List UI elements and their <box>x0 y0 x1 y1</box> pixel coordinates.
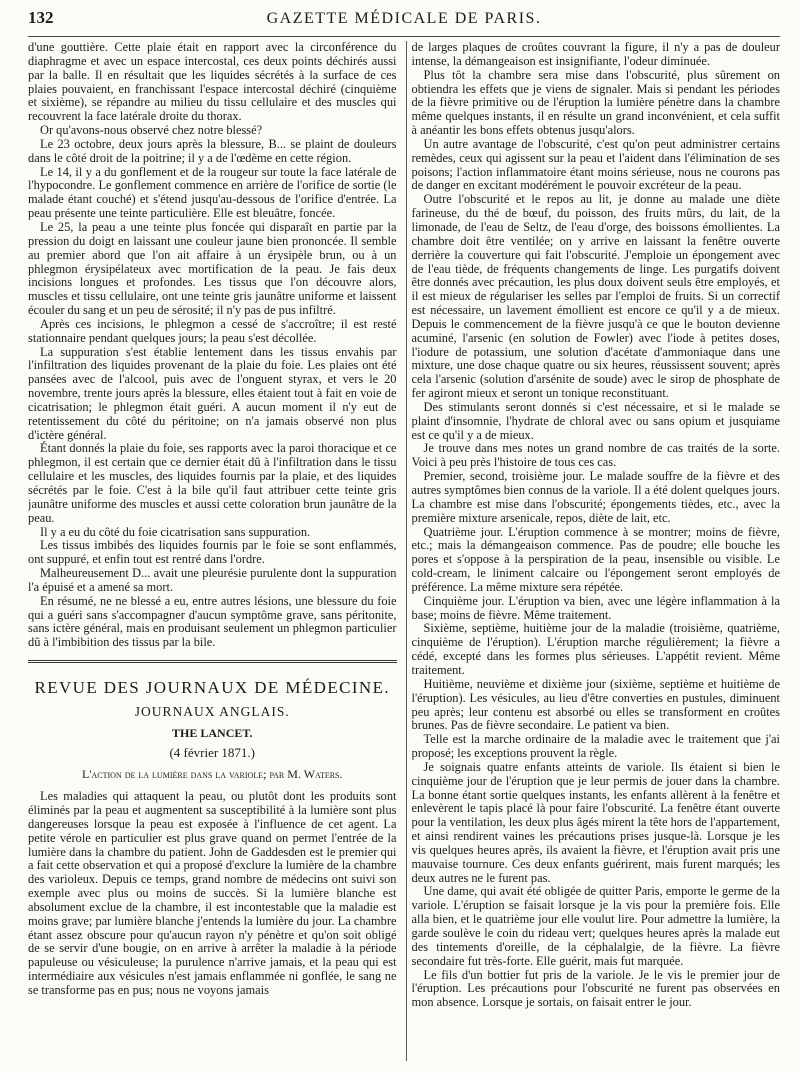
paragraph: Malheureusement D... avait une pleurésie purulente dont la suppuration l'a épuisé et a amené sa mort. <box>28 566 397 594</box>
paragraph: Les tissus imbibés des liquides fournis par le foie se sont enflammés, ont suppuré, et enfin tout est rentré dans l'ordre. <box>28 538 397 567</box>
journal-name: THE LANCET. <box>172 726 253 741</box>
paragraph: Une dame, qui avait été obligée de quitter Paris, emporte le germe de la variole. L'éruption se faisait lorsque je la vis pour la première fois. Elle alla bien, et le quatrième jour elle voulut lire. Pour admettre la lumière, la garde soulève le coin du rideau vert; quelques heures après la malade eut des tintements d'oreille, de la céphalalgie, de la fièvre. La fièvre secondaire fut très-forte. Elle guérit, mais fut marquée. <box>411 884 780 968</box>
subsection-title: JOURNAUX ANGLAIS. <box>134 704 290 720</box>
journal-date: (4 février 1871.) <box>169 745 256 761</box>
paragraph: Quatrième jour. L'éruption commence à se montrer; moins de fièvre, etc.; mais la démangeaison commence. Pas de poudre; elle bouche les pores et s'oppose à la perspiration de la peau, insensible ou visible. Le cold-cream, le liniment calcaire ou l'épongement seront employés de préférence. La même mixture sera répétée. <box>411 524 780 594</box>
paragraph: Telle est la marche ordinaire de la maladie avec le traitement que j'ai proposé; les exceptions prouvent la règle. <box>411 732 780 761</box>
paragraph: Il y a eu du côté du foie cicatrisation sans suppuration. <box>40 524 311 539</box>
paragraph: Sixième, septième, huitième jour de la maladie (troisième, quatrième, cinquième de l'éruption). L'éruption marche régulièrement; la fièvre a cédé, excepté dans les formes plus sérieuses. L'appétit revient. Même traitement. <box>411 621 780 677</box>
paragraph: Je trouve dans mes notes un grand nombre de cas traités de la sorte. Voici à peu près l'histoire de tous ces cas. <box>411 441 780 470</box>
paragraph: Le fils d'un bottier fut pris de la variole. Je le vis le premier jour de l'éruption. Les précautions pour l'obscurité ne furent pas observées en mon absence. Lorsque je sortais, on faisait entrer le jour. <box>411 967 780 1010</box>
paragraph: Le 25, la peau a une teinte plus foncée qui disparaît en partie par la pression du doigt en laissant une couleur jaune bien prononcée. Il semble au premier abord que l'on ait affaire à un érysipèle brun, ou à un phlegmon érysipélateux avec mortification de la peau. Je fais deux incisions longues et profondes. Les tissus que l'on découvre alors, muscles et tissu cellulaire, ont une teinte gris jaunâtre uniforme et laissent écouler du sang et un peu de sérosité; il n'y pas de pus infiltré. <box>28 219 397 318</box>
paragraph: Je soignais quatre enfants atteints de variole. Ils étaient si bien le cinquième jour de l'éruption que je leur permis de jouer dans la chambre. La bonne étant sortie quelques instants, les enfants allèrent à la fenêtre et enlevèrent le tapis placé là pour faire l'obscurité. La fenêtre étant ouverte pour la ventilation, les deux plus âgés mirent la tête hors de l'appartement, et ainsi rendirent vaines les précautions prises jusque-là. Lorsque je les vis quelques heures après, ils avaient la fièvre, et l'éruption avait pris une mauvaise tournure. Ces deux enfants guérirent, mais furent marqués; les deux autres ne le furent pas. <box>411 759 780 885</box>
two-column-body <box>28 41 780 1061</box>
running-header <box>28 8 780 37</box>
article-text <box>28 790 397 998</box>
paragraph: d'une gouttière. Cette plaie était en rapport avec la circonférence du diaphragme et avec un espace intercostal, ces deux points déchirés aussi par la balle. Il en résultait que les liquides sécrétés à la surface de ces plaies pouvaient, en franchissant l'espace intercostal déchiré (cinquième et sixième), se répandre au milieu du tissu cellulaire et des muscles qui recouvrent la face latérale droite du thorax. <box>28 41 397 124</box>
right-column <box>412 41 781 1061</box>
journal-title: GAZETTE MÉDICALE DE PARIS. <box>266 10 542 27</box>
section-title: REVUE DES JOURNAUX DE MÉDECINE. <box>34 678 391 698</box>
paragraph: Le 23 octobre, deux jours après la blessure, B... se plaint de douleurs dans le côté droit de la poitrine; il y a de l'œdème en cette région. <box>28 136 397 165</box>
paragraph: Étant donnés la plaie du foie, ses rapports avec la paroi thoracique et ce phlegmon, il est certain que ce dernier était dû à l'infiltration dans le tissu cellulaire et les muscles, des liquides fournis par la plaie, et des liquides sécrétés par le foie. C'est à la bile qu'il faut attribuer cette teinte gris jaunâtre uniforme des muscles et aussi cette coloration brun jaunâtre de la peau. <box>28 441 397 525</box>
paragraph: Le 14, il y a du gonflement et de la rougeur sur toute la face latérale de l'hypocondre. Le gonflement commence en arrière de l'orifice de sortie (le malade étant couché) et s'étend jusqu'au-dessous de l'orifice d'entrée. La peau présente une teinte particulière. Elle est bleuâtre, foncée. <box>28 164 397 221</box>
paragraph: La suppuration s'est établie lentement dans les tissus envahis par l'infiltration des liquides provenant de la plaie du foie. Les plaies ont été pansées avec de l'alcool, puis avec de l'onguent styrax, et vers le 20 novembre, trente jours après la blessure, elles étaient tout à fait en voie de cicatrisation; le phlegmon était guéri. A aucun moment il n'y eut de retentissement du côté du péritoine; on n'a jamais observé non plus d'ictère général. <box>28 344 397 442</box>
section-separator <box>28 660 397 666</box>
paragraph: Premier, second, troisième jour. Le malade souffre de la fièvre et des autres symptômes bien connus de la variole. Il a été dolent quelques jours. La chambre est mise dans l'obscurité; épongements tièdes, etc., avec la première mixture arsenicale, repos, diète de lait, etc. <box>411 469 780 525</box>
paragraph: Outre l'obscurité et le repos au lit, je donne au malade une diète farineuse, du thé de bœuf, du poisson, des fruits mûrs, du lait, de la limonade, de l'eau de Seltz, de l'eau d'orge, des boissons émollientes. La chambre doit être ventilée; on y arrive en laissant la fenêtre ouverte derrière la couverture qui fait l'obscurité. J'emploie un épongement avec de l'eau tiède, de fréquents changements de linge. Les purgatifs doivent être donnés avec précaution, les plus doux doivent seuls être employés, et il est mieux de régulariser les selles par l'emploi de fruits. Si un correctif est nécessaire, un lavement émollient est encore ce qu'il y a de mieux. Depuis le commencement de la fièvre jusqu'à ce que le bouton devienne acuminé, l'arsenic (en solution de Fowler) avec l'iode à petites doses, l'iodure de potassium, une solution d'acétate d'ammoniaque dans une mixture, une dose chaque quatre ou six heures, réussissent souvent; après cela l'arsenic (solution d'arsénite de soude) avec le sirop de phosphate de fer agiront mieux et seront un tonique reconstituant. <box>411 192 780 401</box>
left-column <box>28 41 397 1061</box>
paragraph: Des stimulants seront donnés si c'est nécessaire, et si le malade se plaint d'insomnie, l'hydrate de chloral avec ou sans opium et jusquiame est ce qu'il y a de mieux. <box>411 399 780 442</box>
paragraph: Un autre avantage de l'obscurité, c'est qu'on peut administrer certains remèdes, ceux qui agissent sur la peau et l'aident dans l'élimination de ses poisons; l'action inflammatoire étant moins sérieuse, nous ne courons pas de danger en excitant modérément le pouvoir excréteur de la peau. <box>411 136 780 193</box>
paragraph: En résumé, ne ne blessé a eu, entre autres lésions, une blessure du foie qui a guéri sans s'accompagner d'aucun symptôme grave, sans péritonite, sans ictère général, mais en produisant seulement un phlegmon particulier dû à l'imbibition des tissus par la bile. <box>28 593 397 650</box>
paragraph: Cinquième jour. L'éruption va bien, avec une légère inflammation à la base; moins de fièvre. Même traitement. <box>411 593 780 622</box>
article-title: L'action de la lumière dans la variole; par M. Waters. <box>82 767 343 782</box>
paragraph: Après ces incisions, le phlegmon a cessé de s'accroître; il est resté stationnaire pendant quelques jours; la peau s'est décollée. <box>28 316 397 345</box>
paragraph: Les maladies qui attaquent la peau, ou plutôt dont les produits sont éliminés par la peau et augmentent sa susceptibilité à la lumière sont plus dangereuses lorsque la peau est exposée à l'influence de cet agent. La petite vérole en particulier est plus grave quand on permet l'entrée de la lumière dans la chambre du patient. John de Gaddesden est le premier qui a fait cette observation et qui a proposé d'exclure la lumière de la chambre des varioleux. Depuis ce temps, grand nombre de médecins ont suivi son exemple avec plus ou moins de succès. Si la lumière blanche est absolument exclue de la chambre, il est incontestable que la maladie est moins grave; par lumière blanche j'entends la lumière du jour. La chambre étant assez obscure pour qu'aucun rayon n'y pénètre et qu'on soit obligé de se servir d'une bougie, on en arrive à arrêter la maladie à la période papuleuse ou vésiculeuse; la purulence n'arrive jamais, et la peau qui est intermédiaire aux vésicules n'est jamais enflammée ni gonflée, le sang ne se transforme pas en pus; nous ne voyons jamais <box>28 789 397 997</box>
page-number: 132 <box>28 8 54 27</box>
case-report-text <box>28 41 397 650</box>
column-rule <box>406 41 407 1061</box>
paragraph: Plus tôt la chambre sera mise dans l'obscurité, plus sûrement on obtiendra les effets que je viens de signaler. Mais si pendant les périodes de la fièvre primitive ou de l'éruption la lumière pénètre dans la chambre même quelques instants, il en résulte un grand inconvénient, et cela suffit à anéantir les bons effets obtenus jusqu'alors. <box>411 67 780 138</box>
paragraph: Huitième, neuvième et dixième jour (sixième, septième et huitième de l'éruption). Les vésicules, au lieu d'être converties en pustules, diminuent peu après; leur contenu est absorbé ou elles se transforment en croûtes brunes. Pas de fièvre secondaire. Le patient va bien. <box>411 676 780 733</box>
paragraph: Or qu'avons-nous observé chez notre blessé? <box>40 123 263 138</box>
paragraph: de larges plaques de croûtes couvrant la figure, il n'y a pas de douleur intense, la démangeaison est insignifiante, l'odeur diminuée. <box>411 41 780 68</box>
article-text-continued <box>412 41 781 1010</box>
